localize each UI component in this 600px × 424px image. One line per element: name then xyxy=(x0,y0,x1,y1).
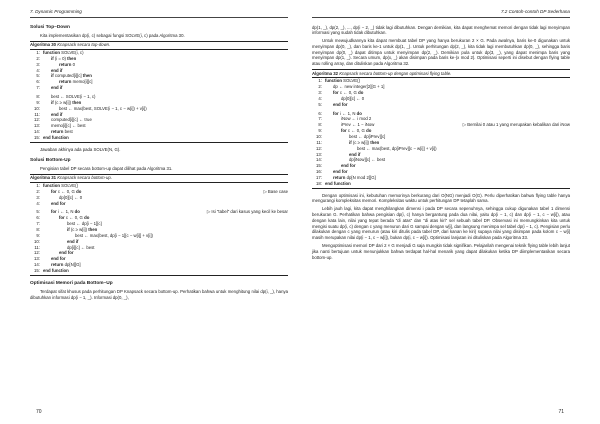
line-number: 5: xyxy=(36,73,40,79)
line-code: end function xyxy=(43,267,69,273)
line-code: function SOLVE() xyxy=(43,183,79,189)
algorithm-30-body xyxy=(30,50,288,143)
line-number: 18: xyxy=(316,180,322,186)
line-code: if (c ≥ w[i]) then xyxy=(51,99,82,105)
line-number: 13: xyxy=(316,151,322,157)
line-code: end if xyxy=(51,85,63,91)
line-number: 8: xyxy=(318,122,322,128)
paragraph-2: Untuk mewujudkannya kita dapat membuat tabel DP yang hanya berukuran 2 × G. Pada awalnya, baris ke-0 digunakan untuk menyimpan dp(0, _), dan baris ke-1 untuk dp(1, _). Untuk perhitungan dp(2, _), kita tidak lagi membutuhkan dp(0, _), sehingga baris menyimpan dp(0, _) dapat ditimpa untuk menyimpan dp(2, _). Demikian pula untuk dp(3, _), yang dapat menimpa baris yang menyimpan dp(1, _). Secara umum, dp(x, _) akan disimpan pada baris ke-(x mod 2). Optimisasi seperti ini disebut dengan flying table atau rolling array, dan dituliskan pada Algoritma 32. xyxy=(312,38,570,67)
line-code: best ← max(best, dp[iPrev][c − w[i]] + v[i]) xyxy=(357,145,437,151)
line-code: if computed[i][c] then xyxy=(51,73,92,79)
algorithm-line xyxy=(312,102,570,108)
line-number: 3: xyxy=(318,90,322,96)
line-code: if (i = 0) then xyxy=(51,55,77,61)
line-code: end if xyxy=(349,151,361,157)
line-number: 6: xyxy=(318,110,322,116)
line-number: 15: xyxy=(34,267,40,273)
line-code: for c ← 0, G do xyxy=(333,90,364,96)
line-code: function SOLVE() xyxy=(325,78,361,84)
algorithm-31-body xyxy=(30,183,288,276)
line-code: if (c ≥ w[i]) then xyxy=(349,139,380,145)
algorithm-31 xyxy=(30,174,288,276)
line-code: dp[iNow][c] ← best xyxy=(349,157,386,163)
line-number: 11: xyxy=(316,139,322,145)
line-code: end for xyxy=(51,200,66,206)
line-number: 7: xyxy=(36,85,40,91)
line-code: computed[i][c] ← true xyxy=(51,117,92,123)
algorithm-line xyxy=(30,201,288,207)
optimization-heading: Optimisasi Memori pada Bottom–Up xyxy=(30,280,113,286)
algorithm-32-body xyxy=(312,78,570,189)
line-number: 3: xyxy=(36,194,40,200)
line-number: 14: xyxy=(34,262,40,268)
line-code: iNow ← i mod 2 xyxy=(341,116,372,122)
paragraph-5: Mengoptimisasi memori DP dari 2 × G menjadi G saja mungkin tidak signifikan. Pelajarilah mengenai teknik flying table lebih lanjut jika nanti bertujuan untuk menunjukkan bahwa terdapat hal-hal menarik yang dapat dilakukan ketika DP diimplementasikan secara bottom-up. xyxy=(312,242,570,260)
line-code: end for xyxy=(333,101,348,107)
algorithm-32-header xyxy=(312,69,570,78)
line-number: 12: xyxy=(34,250,40,256)
right-running-header xyxy=(312,9,570,18)
topdown-heading: Solusi Top–Down xyxy=(30,24,70,30)
line-number: 2: xyxy=(318,84,322,90)
line-code: for c ← 0, G do xyxy=(341,128,372,134)
line-number: 11: xyxy=(34,111,40,117)
topdown-intro: Kita implementasikan dp(i, c) sebagai fungsi SOLVE(i, c) pada Algoritma 30. xyxy=(40,32,185,38)
algorithm-30-caption: Knapsack secara top-down. xyxy=(57,42,111,48)
line-number: 5: xyxy=(36,209,40,215)
line-number: 1: xyxy=(36,50,40,56)
line-code: end for xyxy=(341,163,356,169)
line-code: end function xyxy=(325,180,351,186)
line-number: 17: xyxy=(316,174,322,180)
optimization-text: Terdapat sifat khusus pada perhitungan DP Knapsack secara bottom-up. Perhatikan bahwa untuk menghitung nilai dp(i, _), hanya dibutuhkan informasi dp(i − 1, _). Informasi dp(0, _), xyxy=(30,289,288,300)
line-code: end for xyxy=(59,250,74,256)
left-page-number: 70 xyxy=(36,409,42,416)
line-code: end function xyxy=(43,134,69,140)
line-code: dp[i][c] ← best xyxy=(67,244,95,250)
line-code: end if xyxy=(51,67,63,73)
line-code: if (c ≥ w[i]) then xyxy=(67,226,98,232)
line-number: 7: xyxy=(36,221,40,227)
right-page-number: 71 xyxy=(558,409,564,416)
chapter-header: 7. Dynamic Programming xyxy=(30,9,82,14)
line-number: 10: xyxy=(316,133,322,139)
line-code: return memo[i][c] xyxy=(59,79,93,85)
line-number: 10: xyxy=(34,238,40,244)
algorithm-line xyxy=(30,85,288,91)
line-number: 6: xyxy=(36,79,40,85)
line-code: best ← dp[i − 1][c] xyxy=(67,221,102,227)
line-code: best ← SOLVE(i − 1, c) xyxy=(51,93,96,99)
algorithm-line xyxy=(30,135,288,141)
line-number: 9: xyxy=(318,128,322,134)
line-comment: ▷ Isi "tabel" dari kasus yang kecil ke besar xyxy=(206,209,288,215)
line-number: 15: xyxy=(34,134,40,140)
algorithm-31-header xyxy=(30,174,288,183)
line-code: return dp[N][G] xyxy=(51,262,81,268)
line-number: 2: xyxy=(36,188,40,194)
paragraph-4: Lebih jauh lagi, kita dapat menghilangkan dimensi i pada DP secara sepenuhnya, sehingga cukup digunakan tabel 1 dimensi berukuran G. Perhatikan bahwa pengisian dp(i, c) hanya bergantung pada dua nilai, yaitu dp(i − 1, c) dan dp(i − 1, c − w[i]), atau dengan kata lain, nilai yang tepat berada "di atas" dan "di atas kiri" sel sebuah tabel DP. Observasi ini memungkinkan kita untuk mengisi suatu dp(i, c) dengan c yang menurun dari G sampai dengan w[i], dan langsung menimpa sel tabel dp(i − 1, c). Pengisian perlu dilakukan dengan c yang menurun (atau kiri ditulis pada tabel DP, dari kanan ke kiri) supaya nilai yang disimpan pada kolom c − w[i] masih merupakan nilai dp(i − 1, c − w[i]), bukan dp(i, c − w[i]). Optimisasi lanjutan ini dituliskan pada Algoritma 33. xyxy=(312,206,570,241)
line-comment: ▷ Bernilai 0 atau 1 yang merupakan kebalikan dari iNow xyxy=(462,122,570,128)
line-code: for i ← 1, N do xyxy=(51,209,80,215)
line-number: 12: xyxy=(34,117,40,123)
line-code: dp[0][c] ← 0 xyxy=(59,194,83,200)
line-code: for c ← 0, G do xyxy=(51,188,82,194)
line-number: 8: xyxy=(36,93,40,99)
algorithm-32-label: Algoritma 32 xyxy=(312,70,339,76)
line-comment: ▷ Base case xyxy=(263,188,288,194)
algorithm-30-header xyxy=(30,41,288,50)
line-code: function SOLVE(i, c) xyxy=(43,50,84,56)
right-page xyxy=(300,0,600,424)
line-code: memo[i][c] ← best xyxy=(51,123,86,129)
line-code: end if xyxy=(51,111,63,117)
algorithm-31-caption: Knapsack secara bottom-up. xyxy=(57,175,112,181)
algorithm-32 xyxy=(312,69,570,188)
bottomup-intro: Pengisian tabel DP secara bottom-up dapat dilihat pada Algoritma 31. xyxy=(40,165,173,171)
line-number: 11: xyxy=(34,244,40,250)
line-number: 15: xyxy=(316,163,322,169)
paragraph-1: dp(1, _), dp(2, _), ..., dp(i − 2, _) tidak lagi dibutuhkan. Dengan demikian, kita dapat menghemat memori dengan tidak lagi menyimpan informasi yang sudah tidak dibutuhkan. xyxy=(312,24,570,36)
line-number: 7: xyxy=(318,116,322,122)
line-code: best ← dp[iPrev][c] xyxy=(349,133,386,139)
algorithm-line xyxy=(312,181,570,187)
line-number: 1: xyxy=(318,78,322,84)
line-number: 8: xyxy=(36,226,40,232)
line-code: dp[0][c] ← 0 xyxy=(341,95,365,101)
line-number: 6: xyxy=(36,215,40,221)
section-header: 7.2 Contoh-contoh DP Sederhana xyxy=(500,9,570,14)
line-code: best ← max(best, SOLVE(i − 1, c − w[i]) + v[i]) xyxy=(59,105,147,111)
line-code: end for xyxy=(333,169,348,175)
line-code: for c ← 0, G do xyxy=(59,215,90,221)
line-number: 2: xyxy=(36,55,40,61)
line-code: for i ← 1, N do xyxy=(333,110,362,116)
left-running-header xyxy=(30,9,288,18)
line-number: 13: xyxy=(34,256,40,262)
line-number: 16: xyxy=(316,169,322,175)
line-code: return 0 xyxy=(59,61,76,67)
line-number: 14: xyxy=(316,157,322,163)
algorithm-30-label: Algoritma 30 xyxy=(30,42,57,48)
line-number: 5: xyxy=(318,101,322,107)
line-number: 13: xyxy=(34,123,40,129)
line-number: 4: xyxy=(318,95,322,101)
topdown-outro: Jawaban akhinya ada pada SOLVE(N, G). xyxy=(40,146,121,152)
line-code: return dp[N mod 2][G] xyxy=(333,174,376,180)
algorithm-32-caption: Knapsack secara bottom-up dengan optimisasi flying table. xyxy=(339,70,452,76)
line-number: 10: xyxy=(34,105,40,111)
line-code: iPrev ← 1 − iNow xyxy=(341,122,375,128)
algorithm-31-label: Algoritma 31 xyxy=(30,175,57,181)
algorithm-30 xyxy=(30,41,288,143)
line-number: 4: xyxy=(36,67,40,73)
line-code: end if xyxy=(67,238,79,244)
bottomup-heading: Solusi Bottom-Up xyxy=(30,157,71,163)
line-code: best ← max(best, dp[i − 1][c − w[i]] + v[i]) xyxy=(75,232,153,238)
line-code: dp ← new integer[2][G + 1] xyxy=(333,84,385,90)
line-code: end for xyxy=(51,256,66,262)
line-number: 1: xyxy=(36,183,40,189)
line-number: 12: xyxy=(316,145,322,151)
line-number: 9: xyxy=(36,232,40,238)
line-number: 14: xyxy=(34,129,40,135)
line-number: 4: xyxy=(36,200,40,206)
line-code: return best xyxy=(51,129,73,135)
line-number: 9: xyxy=(36,99,40,105)
line-number: 3: xyxy=(36,61,40,67)
paragraph-3: Dengan optimisasi ini, kebutuhan memorinya berkurang dari O(NG) menjadi O(G). Perlu diperhatikan bahwa flying table hanya mengurangi kompleksitas memori. Kompleksitas waktu untuk perhitungan DP tetaplah sama. xyxy=(312,192,570,204)
algorithm-line xyxy=(30,268,288,274)
